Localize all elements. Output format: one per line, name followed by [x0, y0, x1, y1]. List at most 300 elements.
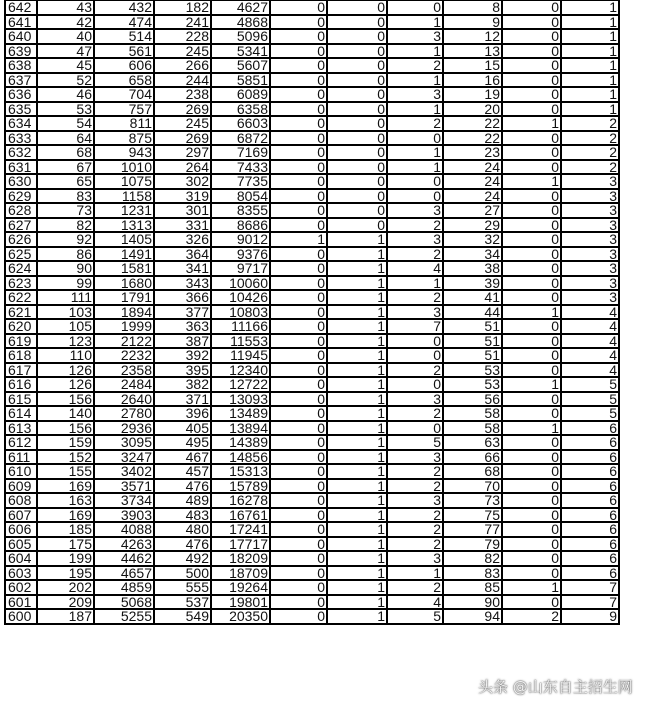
table-cell: 51	[443, 319, 502, 334]
table-cell: 6	[561, 522, 619, 537]
table-row	[5, 174, 619, 189]
table-cell: 4263	[94, 537, 154, 552]
table-cell: 238	[154, 87, 211, 102]
table-cell: 2	[387, 508, 443, 523]
table-cell: 1894	[94, 305, 154, 320]
table-cell: 8054	[211, 189, 270, 204]
table-cell: 1	[327, 261, 387, 276]
table-cell: 1	[327, 551, 387, 566]
table-cell: 42	[37, 15, 94, 30]
table-cell: 0	[502, 44, 561, 59]
table-cell: 1	[502, 377, 561, 392]
table-cell: 0	[270, 276, 327, 291]
table-cell: 1	[561, 15, 619, 30]
table-cell: 0	[270, 377, 327, 392]
table-cell: 4088	[94, 522, 154, 537]
table-cell: 0	[327, 58, 387, 73]
score-cell: 631	[5, 160, 37, 175]
table-row	[5, 44, 619, 59]
table-row	[5, 363, 619, 378]
table-cell: 0	[502, 334, 561, 349]
table-row	[5, 0, 619, 15]
table-cell: 1	[561, 87, 619, 102]
table-cell: 1999	[94, 319, 154, 334]
table-cell: 15789	[211, 479, 270, 494]
table-cell: 1	[561, 58, 619, 73]
table-cell: 0	[270, 102, 327, 117]
score-cell: 615	[5, 392, 37, 407]
table-cell: 18709	[211, 566, 270, 581]
table-cell: 169	[37, 508, 94, 523]
table-cell: 0	[327, 160, 387, 175]
table-cell: 1	[327, 406, 387, 421]
table-cell: 704	[94, 87, 154, 102]
table-row	[5, 145, 619, 160]
table-cell: 19801	[211, 595, 270, 610]
table-cell: 7	[561, 580, 619, 595]
table-cell: 3	[387, 551, 443, 566]
table-cell: 0	[327, 131, 387, 146]
table-cell: 0	[502, 145, 561, 160]
score-cell: 634	[5, 116, 37, 131]
table-cell: 159	[37, 435, 94, 450]
table-cell: 266	[154, 58, 211, 73]
table-cell: 10803	[211, 305, 270, 320]
table-cell: 0	[327, 44, 387, 59]
watermark: 头条 @山东自主招生网	[478, 678, 633, 696]
table-cell: 0	[327, 218, 387, 233]
table-cell: 3	[387, 87, 443, 102]
table-cell: 0	[502, 203, 561, 218]
table-cell: 0	[327, 29, 387, 44]
table-row	[5, 508, 619, 523]
table-cell: 1	[387, 160, 443, 175]
table-cell: 0	[327, 203, 387, 218]
table-cell: 1	[327, 290, 387, 305]
table-cell: 0	[270, 319, 327, 334]
table-cell: 185	[37, 522, 94, 537]
table-cell: 16	[443, 73, 502, 88]
table-cell: 0	[270, 29, 327, 44]
table-cell: 6	[561, 435, 619, 450]
table-cell: 2	[387, 522, 443, 537]
table-cell: 875	[94, 131, 154, 146]
table-cell: 86	[37, 247, 94, 262]
table-cell: 3734	[94, 493, 154, 508]
table-row	[5, 537, 619, 552]
score-cell: 614	[5, 406, 37, 421]
table-row	[5, 247, 619, 262]
table-cell: 41	[443, 290, 502, 305]
table-cell: 5341	[211, 44, 270, 59]
table-cell: 331	[154, 218, 211, 233]
table-cell: 1	[327, 522, 387, 537]
table-row	[5, 276, 619, 291]
table-cell: 79	[443, 537, 502, 552]
table-cell: 6	[561, 479, 619, 494]
table-cell: 4	[561, 319, 619, 334]
table-cell: 2	[561, 145, 619, 160]
table-cell: 297	[154, 145, 211, 160]
table-cell: 3402	[94, 464, 154, 479]
score-cell: 633	[5, 131, 37, 146]
table-cell: 6	[561, 450, 619, 465]
table-cell: 0	[502, 160, 561, 175]
table-cell: 155	[37, 464, 94, 479]
table-cell: 9717	[211, 261, 270, 276]
table-cell: 2780	[94, 406, 154, 421]
table-cell: 241	[154, 15, 211, 30]
table-cell: 4	[561, 334, 619, 349]
table-cell: 85	[443, 580, 502, 595]
table-cell: 10426	[211, 290, 270, 305]
table-cell: 1	[327, 580, 387, 595]
table-cell: 10060	[211, 276, 270, 291]
table-cell: 43	[37, 0, 94, 15]
table-cell: 73	[37, 203, 94, 218]
score-cell: 632	[5, 145, 37, 160]
table-cell: 7	[387, 319, 443, 334]
table-cell: 3903	[94, 508, 154, 523]
table-row	[5, 131, 619, 146]
table-row	[5, 450, 619, 465]
table-cell: 0	[270, 15, 327, 30]
table-cell: 0	[270, 421, 327, 436]
table-cell: 0	[502, 537, 561, 552]
table-cell: 7735	[211, 174, 270, 189]
table-row	[5, 392, 619, 407]
table-cell: 17241	[211, 522, 270, 537]
score-cell: 639	[5, 44, 37, 59]
table-cell: 3095	[94, 435, 154, 450]
table-cell: 1	[327, 334, 387, 349]
table-cell: 0	[387, 131, 443, 146]
score-cell: 612	[5, 435, 37, 450]
table-cell: 1	[387, 44, 443, 59]
score-cell: 619	[5, 334, 37, 349]
table-cell: 228	[154, 29, 211, 44]
table-cell: 0	[270, 290, 327, 305]
table-cell: 0	[387, 174, 443, 189]
table-cell: 0	[502, 58, 561, 73]
table-cell: 0	[387, 334, 443, 349]
table-cell: 405	[154, 421, 211, 436]
table-cell: 387	[154, 334, 211, 349]
table-cell: 1	[387, 566, 443, 581]
table-cell: 202	[37, 580, 94, 595]
table-cell: 3	[561, 174, 619, 189]
score-cell: 635	[5, 102, 37, 117]
table-cell: 39	[443, 276, 502, 291]
table-cell: 6	[561, 566, 619, 581]
table-cell: 2	[387, 58, 443, 73]
table-cell: 13894	[211, 421, 270, 436]
table-cell: 1	[327, 479, 387, 494]
table-cell: 94	[443, 609, 502, 624]
table-row	[5, 595, 619, 610]
table-cell: 371	[154, 392, 211, 407]
table-cell: 1	[327, 421, 387, 436]
table-cell: 474	[94, 15, 154, 30]
table-cell: 0	[387, 377, 443, 392]
table-cell: 3	[387, 493, 443, 508]
score-cell: 626	[5, 232, 37, 247]
table-cell: 1	[327, 377, 387, 392]
table-row	[5, 261, 619, 276]
table-cell: 4868	[211, 15, 270, 30]
table-cell: 4	[561, 305, 619, 320]
table-row	[5, 232, 619, 247]
table-cell: 0	[327, 174, 387, 189]
table-cell: 1	[327, 276, 387, 291]
table-cell: 1	[327, 435, 387, 450]
table-cell: 1	[327, 537, 387, 552]
score-cell: 624	[5, 261, 37, 276]
table-cell: 1	[270, 232, 327, 247]
score-cell: 600	[5, 609, 37, 624]
table-cell: 12	[443, 29, 502, 44]
table-cell: 457	[154, 464, 211, 479]
table-cell: 0	[502, 435, 561, 450]
table-cell: 0	[270, 247, 327, 262]
table-cell: 343	[154, 276, 211, 291]
table-cell: 3247	[94, 450, 154, 465]
table-cell: 2	[561, 131, 619, 146]
table-cell: 17717	[211, 537, 270, 552]
table-row	[5, 218, 619, 233]
table-cell: 195	[37, 566, 94, 581]
table-cell: 38	[443, 261, 502, 276]
table-cell: 1680	[94, 276, 154, 291]
table-cell: 5	[387, 435, 443, 450]
table-cell: 187	[37, 609, 94, 624]
table-cell: 1	[327, 508, 387, 523]
table-row	[5, 551, 619, 566]
table-row	[5, 609, 619, 624]
table-cell: 0	[270, 348, 327, 363]
table-row	[5, 116, 619, 131]
table-cell: 395	[154, 363, 211, 378]
score-cell: 607	[5, 508, 37, 523]
table-cell: 302	[154, 174, 211, 189]
table-cell: 22	[443, 131, 502, 146]
table-cell: 1	[327, 493, 387, 508]
table-cell: 1405	[94, 232, 154, 247]
table-cell: 537	[154, 595, 211, 610]
table-cell: 0	[270, 479, 327, 494]
score-cell: 627	[5, 218, 37, 233]
table-row	[5, 566, 619, 581]
table-cell: 377	[154, 305, 211, 320]
score-cell: 628	[5, 203, 37, 218]
table-cell: 16278	[211, 493, 270, 508]
table-cell: 2936	[94, 421, 154, 436]
table-cell: 0	[387, 421, 443, 436]
table-cell: 1	[502, 174, 561, 189]
table-cell: 24	[443, 174, 502, 189]
table-cell: 6603	[211, 116, 270, 131]
table-cell: 0	[502, 261, 561, 276]
table-cell: 3	[561, 232, 619, 247]
table-body	[5, 0, 619, 624]
table-cell: 199	[37, 551, 94, 566]
table-cell: 264	[154, 160, 211, 175]
table-cell: 1	[327, 305, 387, 320]
table-cell: 1313	[94, 218, 154, 233]
table-cell: 11166	[211, 319, 270, 334]
table-cell: 2	[387, 479, 443, 494]
table-cell: 8	[443, 0, 502, 15]
table-cell: 392	[154, 348, 211, 363]
table-cell: 5851	[211, 73, 270, 88]
table-cell: 555	[154, 580, 211, 595]
table-cell: 20	[443, 102, 502, 117]
table-cell: 52	[37, 73, 94, 88]
table-row	[5, 522, 619, 537]
table-cell: 65	[37, 174, 94, 189]
table-cell: 0	[502, 363, 561, 378]
table-cell: 3	[387, 29, 443, 44]
table-cell: 0	[270, 580, 327, 595]
table-cell: 245	[154, 44, 211, 59]
table-cell: 0	[270, 305, 327, 320]
table-cell: 1	[327, 392, 387, 407]
table-cell: 0	[502, 319, 561, 334]
table-cell: 0	[502, 508, 561, 523]
table-cell: 301	[154, 203, 211, 218]
table-cell: 2	[387, 116, 443, 131]
table-cell: 23	[443, 145, 502, 160]
table-cell: 0	[502, 131, 561, 146]
table-cell: 0	[502, 522, 561, 537]
table-row	[5, 348, 619, 363]
table-cell: 5607	[211, 58, 270, 73]
table-cell: 0	[270, 116, 327, 131]
table-cell: 0	[502, 232, 561, 247]
table-row	[5, 58, 619, 73]
table-cell: 514	[94, 29, 154, 44]
table-cell: 0	[502, 218, 561, 233]
score-cell: 617	[5, 363, 37, 378]
table-cell: 943	[94, 145, 154, 160]
score-cell: 602	[5, 580, 37, 595]
table-cell: 126	[37, 377, 94, 392]
table-cell: 7169	[211, 145, 270, 160]
table-cell: 0	[387, 0, 443, 15]
table-cell: 27	[443, 203, 502, 218]
table-cell: 244	[154, 73, 211, 88]
table-cell: 1	[327, 232, 387, 247]
table-cell: 99	[37, 276, 94, 291]
table-cell: 1491	[94, 247, 154, 262]
table-cell: 1231	[94, 203, 154, 218]
table-cell: 0	[270, 44, 327, 59]
table-cell: 7	[561, 595, 619, 610]
table-cell: 92	[37, 232, 94, 247]
table-cell: 2	[387, 406, 443, 421]
table-cell: 0	[327, 87, 387, 102]
table-cell: 58	[443, 406, 502, 421]
table-cell: 0	[327, 0, 387, 15]
table-cell: 0	[270, 508, 327, 523]
table-cell: 1	[327, 595, 387, 610]
table-cell: 4	[561, 348, 619, 363]
table-row	[5, 377, 619, 392]
score-cell: 610	[5, 464, 37, 479]
table-cell: 12340	[211, 363, 270, 378]
table-cell: 0	[502, 102, 561, 117]
table-row	[5, 29, 619, 44]
table-cell: 156	[37, 392, 94, 407]
table-row	[5, 87, 619, 102]
table-cell: 1	[387, 145, 443, 160]
table-cell: 1	[561, 73, 619, 88]
table-cell: 0	[270, 566, 327, 581]
table-cell: 0	[270, 145, 327, 160]
table-cell: 45	[37, 58, 94, 73]
score-cell: 623	[5, 276, 37, 291]
table-cell: 14389	[211, 435, 270, 450]
table-cell: 319	[154, 189, 211, 204]
table-cell: 15	[443, 58, 502, 73]
table-cell: 0	[270, 435, 327, 450]
table-cell: 4859	[94, 580, 154, 595]
table-cell: 1	[561, 44, 619, 59]
table-cell: 54	[37, 116, 94, 131]
table-cell: 0	[502, 450, 561, 465]
table-cell: 6	[561, 493, 619, 508]
table-cell: 0	[270, 406, 327, 421]
table-cell: 1	[561, 0, 619, 15]
table-cell: 51	[443, 348, 502, 363]
score-cell: 642	[5, 0, 37, 15]
table-cell: 7433	[211, 160, 270, 175]
table-cell: 29	[443, 218, 502, 233]
table-cell: 56	[443, 392, 502, 407]
table-cell: 182	[154, 0, 211, 15]
table-cell: 5068	[94, 595, 154, 610]
table-cell: 1	[561, 102, 619, 117]
table-cell: 0	[270, 73, 327, 88]
table-cell: 4462	[94, 551, 154, 566]
table-cell: 0	[270, 537, 327, 552]
table-cell: 6	[561, 508, 619, 523]
score-cell: 621	[5, 305, 37, 320]
table-cell: 3	[561, 218, 619, 233]
table-cell: 500	[154, 566, 211, 581]
table-cell: 0	[502, 348, 561, 363]
table-cell: 12722	[211, 377, 270, 392]
score-cell: 609	[5, 479, 37, 494]
table-cell: 811	[94, 116, 154, 131]
table-cell: 3	[561, 189, 619, 204]
table-cell: 2	[387, 363, 443, 378]
table-cell: 0	[270, 58, 327, 73]
table-cell: 364	[154, 247, 211, 262]
table-cell: 0	[502, 406, 561, 421]
table-cell: 2358	[94, 363, 154, 378]
table-cell: 1	[561, 29, 619, 44]
table-cell: 34	[443, 247, 502, 262]
table-cell: 68	[37, 145, 94, 160]
table-cell: 492	[154, 551, 211, 566]
table-cell: 70	[443, 479, 502, 494]
table-cell: 16761	[211, 508, 270, 523]
score-cell: 606	[5, 522, 37, 537]
table-cell: 3	[387, 450, 443, 465]
table-row	[5, 319, 619, 334]
table-cell: 4657	[94, 566, 154, 581]
